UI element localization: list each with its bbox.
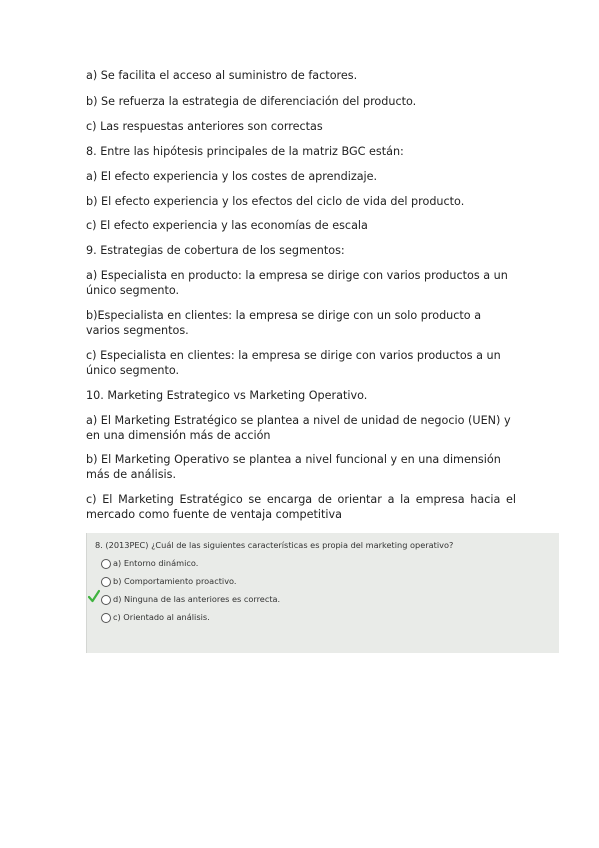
question-9-heading: 9. Estrategias de cobertura de los segmentos: [86,244,345,257]
answer-8a: a) El efecto experiencia y los costes de aprendizaje. [86,170,378,183]
quiz-option-label: a) Entorno dinámico. [113,558,199,568]
quiz-option-c[interactable] [87,611,547,625]
answer-9b: b)Especialista en clientes: la empresa se dirige con un solo producto a varios segmentos. [86,309,482,337]
answer-8b: b) El efecto experiencia y los efectos del ciclo de vida del producto. [86,195,465,208]
quiz-option-d[interactable] [87,593,547,607]
radio-button[interactable] [101,559,111,569]
answer-8c: c) El efecto experiencia y las economías de escala [86,219,368,232]
checkmark-icon [88,589,100,603]
quiz-option-label: d) Ninguna de las anteriores es correcta. [113,594,281,604]
question-10-heading: 10. Marketing Estrategico vs Marketing Operativo. [86,389,368,402]
answer-10a: a) El Marketing Estratégico se plantea a nivel de unidad de negocio (UEN) y en una dimensión más de acción [86,414,511,442]
question-8-heading: 8. Entre las hipótesis principales de la matriz BGC están: [86,145,404,158]
answer-9c: c) Especialista en clientes: la empresa se dirige con varios productos a un único segmento. [86,349,501,377]
radio-button[interactable] [101,577,111,587]
answer-9a: a) Especialista en producto: la empresa se dirige con varios productos a un único segmento. [86,269,508,297]
radio-button[interactable] [101,613,111,623]
answer-a-factores: a) Se facilita el acceso al suministro de factores. [86,69,358,82]
answer-10b: b) El Marketing Operativo se plantea a nivel funcional y en una dimensión más de análisis. [86,453,501,481]
quiz-screenshot-panel [86,533,559,653]
answer-c-correctas: c) Las respuestas anteriores son correctas [86,120,323,133]
quiz-option-b[interactable] [87,575,547,589]
quiz-question: 8. (2013PEC) ¿Cuál de las siguientes características es propia del marketing operativo? [95,540,454,550]
quiz-option-label: c) Orientado al análisis. [113,612,210,622]
quiz-option-a[interactable] [87,557,547,571]
answer-10c: c) El Marketing Estratégico se encarga de orientar a la empresa hacia el mercado como fuente de ventaja competitiva [86,493,516,521]
quiz-option-label: b) Comportamiento proactivo. [113,576,237,586]
answer-b-diferenciacion: b) Se refuerza la estrategia de diferenciación del producto. [86,95,417,108]
radio-button[interactable] [101,595,111,605]
